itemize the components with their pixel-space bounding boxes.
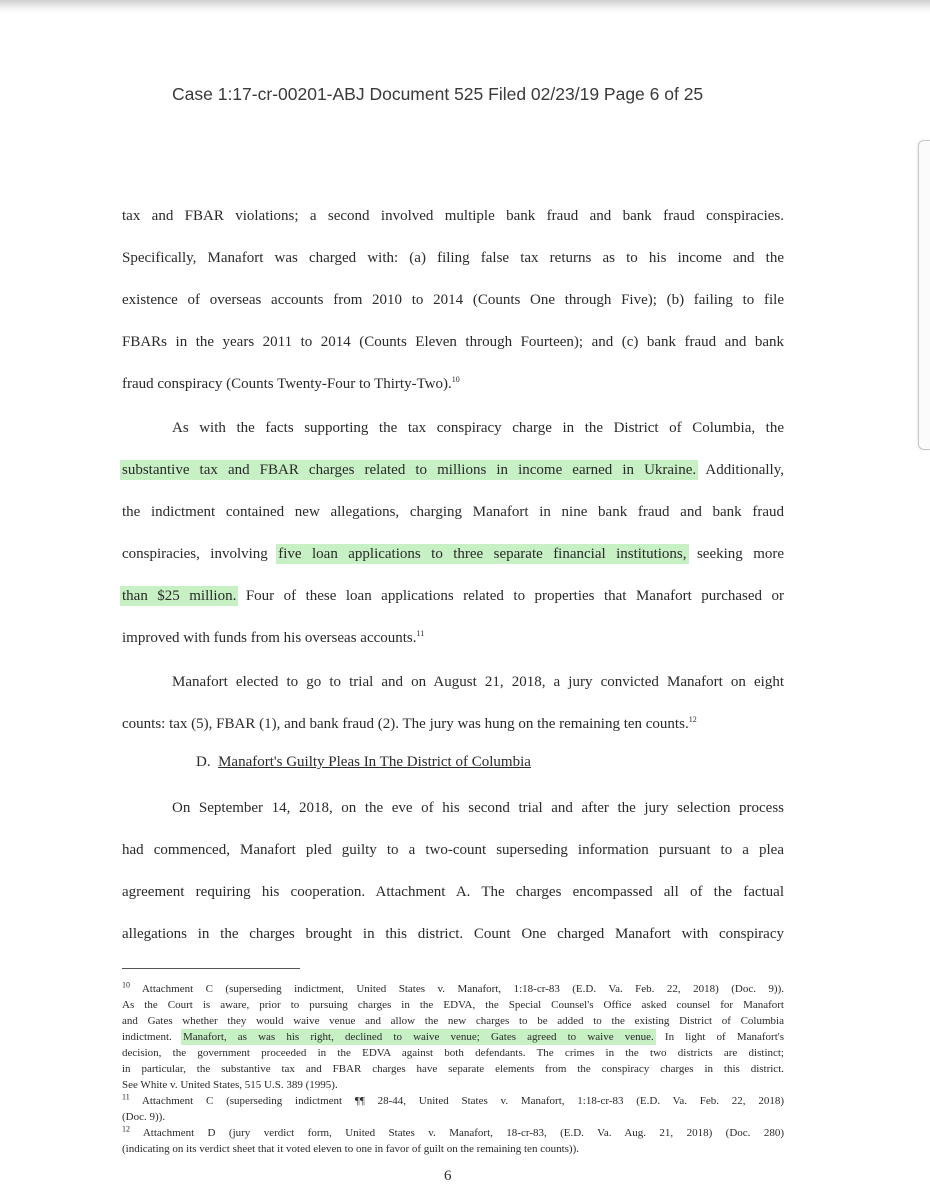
page-number: 6	[444, 1168, 452, 1184]
body-line: than $25 million. Four of these loan applications related to properties that Manafort purchased or	[122, 588, 784, 604]
footnote-ref: 12	[688, 715, 697, 724]
scroll-indicator[interactable]	[918, 140, 930, 450]
body-line: As with the facts supporting the tax conspiracy charge in the District of Columbia, the	[172, 420, 784, 436]
footnote-number: 10	[122, 980, 130, 990]
body-line: Specifically, Manafort was charged with: (a) filing false tax returns as to his income and the	[122, 250, 784, 266]
footnote-line: decision, the government proceeded in the EDVA against both defendants. The crimes in the two districts are distinct;	[122, 1047, 784, 1059]
body-line: On September 14, 2018, on the eve of his second trial and after the jury selection process	[172, 800, 784, 816]
case-header: Case 1:17-cr-00201-ABJ Document 525 Filed 02/23/19 Page 6 of 25	[172, 84, 704, 104]
footnote-line: and Gates whether they would waive venue and allow the new charges to be added to the existing District of Columbia	[122, 1015, 784, 1027]
footnote-number: 12	[122, 1124, 130, 1134]
highlighted-text: Manafort, as was his right, declined to waive venue; Gates agreed to waive venue.	[182, 1031, 654, 1043]
body-line: existence of overseas accounts from 2010 to 2014 (Counts One through Five); (b) failing to file	[122, 292, 784, 308]
body-line: FBARs in the years 2011 to 2014 (Counts Eleven through Fourteen); and (c) bank fraud and bank	[122, 334, 784, 350]
footnote-line: As the Court is aware, prior to pursuing charges in the EDVA, the Special Counsel's Office asked counsel for Manafort	[122, 999, 784, 1011]
body-line: Manafort elected to go to trial and on August 21, 2018, a jury convicted Manafort on eight	[172, 674, 784, 690]
body-line: agreement requiring his cooperation. Attachment A. The charges encompassed all of the factual	[122, 884, 784, 900]
body-line: had commenced, Manafort pled guilty to a two-count superseding information pursuant to a plea	[122, 842, 784, 858]
footnote-line: (Doc. 9)).	[122, 1111, 166, 1123]
body-line: allegations in the charges brought in this district. Count One charged Manafort with conspiracy	[122, 926, 784, 942]
footnote-ref: 11	[416, 629, 425, 638]
body-line: substantive tax and FBAR charges related to millions in income earned in Ukraine. Additionally,	[122, 462, 784, 478]
body-line: conspiracies, involving five loan applications to three separate financial institutions, seeking more	[122, 546, 785, 562]
footnote-line: in particular, the substantive tax and FBAR charges have separate elements from the conspiracy charges in this district.	[122, 1063, 784, 1075]
footnote-ref: 10	[451, 375, 460, 384]
body-line: improved with funds from his overseas accounts.$^{11}$	[122, 629, 425, 646]
highlighted-text: than $25 million.	[122, 588, 237, 604]
highlighted-text: five loan applications to three separate financial institutions,	[278, 546, 687, 562]
footnote-line: indictment. Manafort, as was his right, declined to waive venue; Gates agreed to waive venue. In light of Manafort's	[122, 1031, 785, 1043]
highlighted-text: substantive tax and FBAR charges related to millions in income earned in Ukraine.	[122, 462, 697, 478]
body-line: tax and FBAR violations; a second involved multiple bank fraud and bank fraud conspiracies.	[122, 208, 784, 224]
footnote-line: See White v. United States, 515 U.S. 389 (1995).	[122, 1079, 338, 1091]
footnote-line: $^{11}$ Attachment C (superseding indictment ¶¶ 28-44, United States v. Manafort, 1:18-cr-83 (E.D. Va. Feb. 22, 2018)	[122, 1092, 784, 1107]
body-line: the indictment contained new allegations, charging Manafort in nine bank fraud and bank fraud	[122, 504, 784, 520]
footnote-number: 11	[122, 1092, 130, 1102]
footnote-divider	[122, 968, 300, 969]
footnote-line: $^{10}$ Attachment C (superseding indictment, United States v. Manafort, 1:18-cr-83 (E.D. Va. Feb. 22, 2018) (Doc. 9)).	[122, 980, 784, 995]
section-heading: D. Manafort's Guilty Pleas In The District of Columbia	[196, 754, 531, 770]
body-line: counts: tax (5), FBAR (1), and bank fraud (2). The jury was hung on the remaining ten counts.$^{12}$	[122, 715, 697, 732]
body-line: fraud conspiracy (Counts Twenty-Four to Thirty-Two).$^{10}$	[122, 375, 460, 392]
footnote-line: $^{12}$ Attachment D (jury verdict form, United States v. Manafort, 18-cr-83, (E.D. Va. Aug. 21, 2018) (Doc. 280)	[122, 1124, 784, 1139]
footnote-line: (indicating on its verdict sheet that it voted eleven to one in favor of guilt on the remaining ten counts)).	[122, 1143, 579, 1155]
